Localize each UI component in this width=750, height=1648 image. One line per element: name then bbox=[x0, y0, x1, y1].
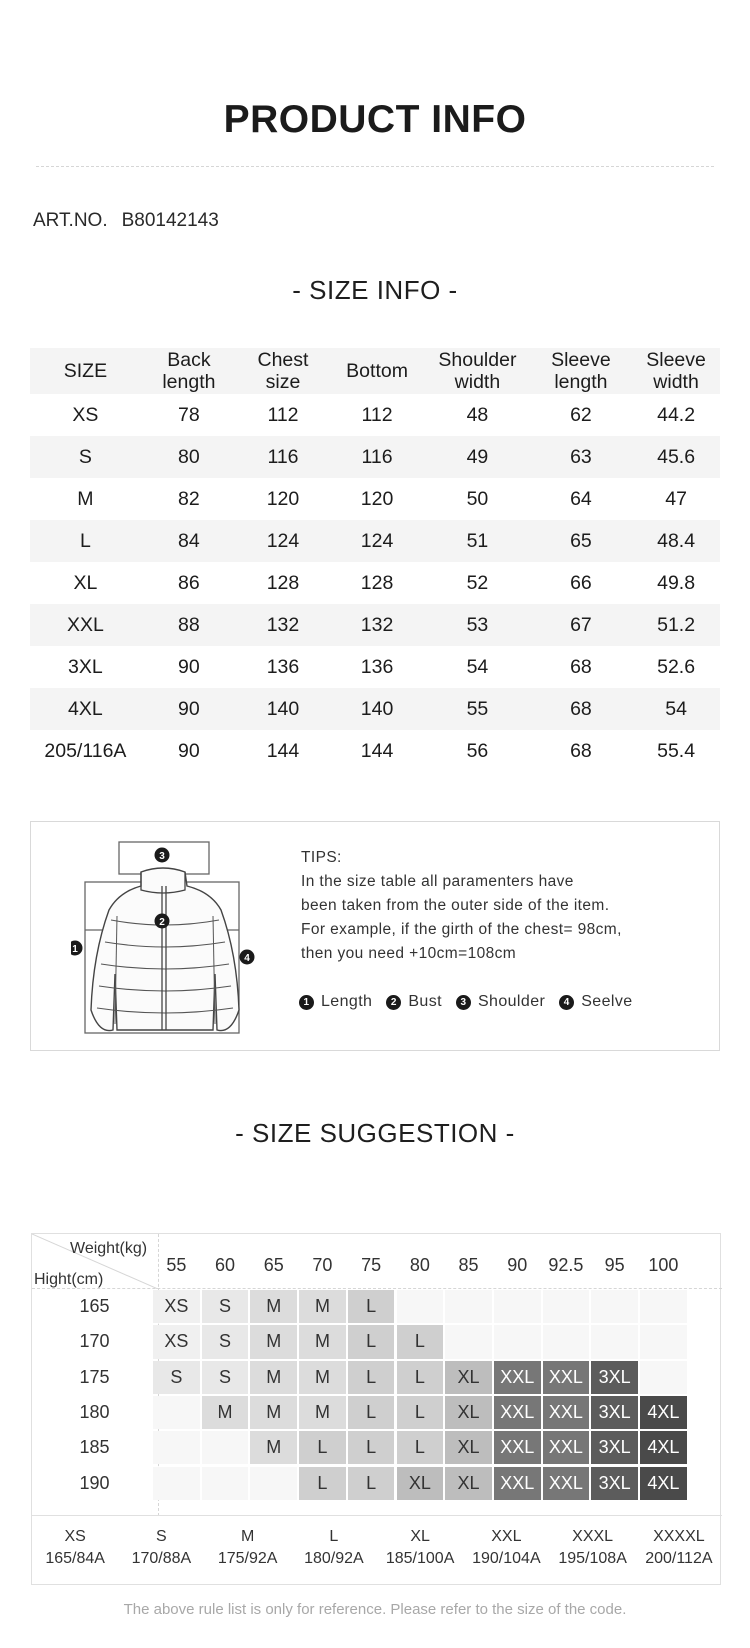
weight-header: 60 bbox=[215, 1255, 236, 1275]
table-cell: 55 bbox=[425, 688, 530, 730]
weight-header: 70 bbox=[312, 1255, 333, 1275]
suggestion-cell: XL bbox=[445, 1431, 492, 1464]
table-cell: 63 bbox=[530, 436, 632, 478]
size-code-reference bbox=[118, 1526, 204, 1570]
suggestion-cell: L bbox=[397, 1431, 444, 1464]
table-cell: 48.4 bbox=[632, 520, 720, 562]
table-cell: 53 bbox=[425, 604, 530, 646]
size-code-reference bbox=[377, 1526, 463, 1570]
marker-shoulder bbox=[155, 848, 170, 863]
suggestion-cell bbox=[591, 1290, 638, 1323]
weight-header: 90 bbox=[507, 1255, 528, 1275]
suggestion-cell: L bbox=[397, 1361, 444, 1394]
suggestion-cell: M bbox=[299, 1325, 346, 1358]
reference-code: 195/108A bbox=[558, 1550, 627, 1567]
size-table-header bbox=[30, 348, 141, 394]
size-table-header bbox=[530, 348, 632, 394]
tips-heading: TIPS: bbox=[301, 849, 342, 866]
legend-shoulder bbox=[456, 993, 545, 1011]
table-cell: 205/116A bbox=[44, 739, 127, 762]
legend-length bbox=[299, 993, 372, 1011]
reference-footnote: The above rule list is only for reference. Please refer to the size of the code. bbox=[123, 1601, 627, 1618]
table-cell: 68 bbox=[570, 655, 592, 678]
table-cell: 90 bbox=[178, 739, 200, 762]
suggestion-cell: XL bbox=[445, 1467, 492, 1500]
size-table-header bbox=[632, 348, 720, 394]
table-cell: 49 bbox=[425, 436, 530, 478]
suggestion-cell bbox=[640, 1325, 687, 1358]
table-cell: XL bbox=[73, 571, 98, 594]
table-cell: XS bbox=[72, 403, 99, 426]
table-cell: 144 bbox=[360, 739, 394, 762]
reference-separator bbox=[32, 1515, 722, 1516]
suggestion-cell bbox=[640, 1361, 687, 1394]
height-label: 175 bbox=[79, 1366, 110, 1387]
suggestion-cell: XS bbox=[153, 1325, 200, 1358]
title-divider bbox=[36, 166, 714, 167]
tips-line: In the size table all paramenters have bbox=[301, 873, 574, 890]
table-cell: S bbox=[30, 436, 141, 478]
table-cell: 4XL bbox=[30, 688, 141, 730]
suggestion-cell bbox=[543, 1290, 590, 1323]
page-title: PRODUCT INFO bbox=[223, 98, 527, 141]
legend-label: Shoulder bbox=[477, 993, 546, 1010]
size-table-header bbox=[425, 348, 530, 394]
header-line: Shoulder bbox=[438, 349, 517, 371]
suggestion-cell: 3XL bbox=[591, 1361, 638, 1394]
legend-sleeve bbox=[559, 993, 632, 1011]
suggestion-cell: M bbox=[299, 1361, 346, 1394]
article-number-label: ART.NO. bbox=[33, 210, 108, 231]
weight-header: 80 bbox=[409, 1255, 430, 1275]
suggestion-cell bbox=[494, 1325, 541, 1358]
suggestion-cell: M bbox=[250, 1431, 297, 1464]
header-line: SIZE bbox=[63, 360, 108, 382]
reference-code: 200/112A bbox=[645, 1550, 713, 1567]
table-cell: 88 bbox=[141, 604, 237, 646]
table-cell: 3XL bbox=[68, 655, 103, 678]
table-row bbox=[30, 478, 720, 520]
suggestion-cell: XXL bbox=[494, 1431, 541, 1464]
tips-text bbox=[301, 846, 622, 966]
table-cell: 67 bbox=[530, 604, 632, 646]
size-code-reference bbox=[636, 1526, 722, 1570]
size-table-header bbox=[237, 348, 329, 394]
header-line: Sleeve bbox=[646, 349, 706, 371]
suggestion-cell bbox=[494, 1290, 541, 1323]
table-cell: 82 bbox=[178, 487, 200, 510]
table-cell: 51 bbox=[425, 520, 530, 562]
suggestion-cell: XXL bbox=[543, 1361, 590, 1394]
header-line: Back bbox=[167, 349, 211, 371]
suggestion-cell bbox=[640, 1290, 687, 1323]
height-label: 170 bbox=[79, 1331, 110, 1352]
reference-size: L bbox=[329, 1528, 339, 1545]
table-cell: 49.8 bbox=[657, 571, 696, 594]
suggestion-cell bbox=[153, 1467, 200, 1500]
weight-header: 100 bbox=[648, 1255, 679, 1275]
table-row bbox=[30, 436, 720, 478]
weight-header: 55 bbox=[166, 1255, 187, 1275]
height-label: 165 bbox=[79, 1296, 110, 1316]
suggestion-cell: L bbox=[397, 1325, 444, 1358]
suggestion-cell: XL bbox=[397, 1467, 444, 1500]
weight-header: 75 bbox=[361, 1255, 382, 1275]
header-line: Sleeve bbox=[551, 349, 611, 371]
suggestion-cell: L bbox=[397, 1396, 444, 1429]
table-cell: M bbox=[77, 487, 94, 510]
suggestion-cell: XXL bbox=[543, 1431, 590, 1464]
suggestion-cell: L bbox=[348, 1325, 395, 1358]
table-cell: 55.4 bbox=[657, 739, 696, 762]
suggestion-cell: XXL bbox=[494, 1467, 541, 1500]
table-cell: 90 bbox=[178, 655, 200, 678]
suggestion-cell: XL bbox=[445, 1361, 492, 1394]
suggestion-cell: M bbox=[250, 1325, 297, 1358]
table-row bbox=[30, 520, 720, 562]
table-cell: 52 bbox=[466, 571, 489, 594]
table-row bbox=[30, 604, 720, 646]
table-cell: 112 bbox=[361, 403, 393, 426]
suggestion-cell: L bbox=[348, 1467, 395, 1500]
suggestion-cell bbox=[445, 1290, 492, 1323]
table-cell: 116 bbox=[237, 436, 329, 478]
legend-label: Length bbox=[321, 993, 373, 1010]
suggestion-cell: L bbox=[348, 1431, 395, 1464]
table-row bbox=[30, 394, 720, 436]
marker-length-label: 1 bbox=[72, 944, 78, 955]
suggestion-cell bbox=[153, 1431, 200, 1464]
height-label: 190 bbox=[79, 1472, 110, 1493]
header-line: Chest bbox=[257, 349, 309, 371]
table-cell: 124 bbox=[237, 520, 329, 562]
suggestion-cell: M bbox=[250, 1290, 297, 1323]
header-line: length bbox=[162, 371, 216, 393]
suggestion-cell: M bbox=[299, 1290, 346, 1323]
table-cell: 66 bbox=[570, 571, 592, 594]
table-cell: 51.2 bbox=[632, 604, 720, 646]
suggestion-cell: M bbox=[250, 1361, 297, 1394]
suggestion-cell: XXL bbox=[543, 1396, 590, 1429]
table-cell: 45.6 bbox=[632, 436, 720, 478]
marker-bust-label: 2 bbox=[159, 917, 165, 928]
height-axis-label: Hight(cm) bbox=[34, 1271, 104, 1288]
reference-size: XXXXL bbox=[653, 1528, 705, 1545]
size-suggestion-title: - SIZE SUGGESTION - bbox=[235, 1118, 515, 1148]
reference-code: 190/104A bbox=[472, 1550, 541, 1567]
table-cell: 116 bbox=[329, 436, 425, 478]
suggestion-cell: M bbox=[250, 1396, 297, 1429]
suggestion-cell bbox=[202, 1467, 249, 1500]
size-code-reference bbox=[291, 1526, 377, 1570]
article-number-value: B80142143 bbox=[121, 210, 219, 231]
reference-size: S bbox=[156, 1528, 167, 1545]
suggestion-cell: 4XL bbox=[640, 1467, 687, 1500]
table-cell: 136 bbox=[266, 655, 300, 678]
weight-header: 65 bbox=[263, 1255, 284, 1275]
suggestion-cell bbox=[591, 1325, 638, 1358]
reference-code: 170/88A bbox=[131, 1550, 192, 1567]
suggestion-cell: 3XL bbox=[591, 1431, 638, 1464]
suggestion-cell bbox=[202, 1431, 249, 1464]
table-cell: 78 bbox=[178, 403, 200, 426]
legend-number: 4 bbox=[559, 995, 574, 1010]
size-info-title: - SIZE INFO - bbox=[292, 275, 458, 305]
table-cell: 144 bbox=[266, 739, 300, 762]
size-code-reference bbox=[32, 1526, 118, 1570]
table-cell: 65 bbox=[530, 520, 632, 562]
marker-shoulder-label: 3 bbox=[159, 851, 165, 862]
legend-label: Seelve bbox=[581, 993, 633, 1010]
table-cell: 140 bbox=[237, 688, 329, 730]
table-cell: 48 bbox=[466, 403, 489, 426]
tips-line: been taken from the outer side of the item. bbox=[301, 897, 610, 914]
table-cell: 132 bbox=[237, 604, 329, 646]
legend-number: 1 bbox=[299, 995, 314, 1010]
suggestion-cell: 3XL bbox=[591, 1396, 638, 1429]
table-row bbox=[30, 562, 720, 604]
table-cell: 47 bbox=[665, 487, 687, 510]
table-cell: 140 bbox=[329, 688, 425, 730]
suggestion-cell: L bbox=[299, 1431, 346, 1464]
table-cell: 52.6 bbox=[657, 655, 696, 678]
suggestion-cell bbox=[250, 1467, 297, 1500]
weight-header: 95 bbox=[604, 1255, 625, 1275]
table-cell: 136 bbox=[360, 655, 394, 678]
tips-box bbox=[30, 821, 720, 1051]
marker-sleeve-label: 4 bbox=[244, 953, 250, 964]
size-code-reference bbox=[205, 1526, 291, 1570]
suggestion-cell: L bbox=[348, 1361, 395, 1394]
table-cell: 128 bbox=[360, 571, 394, 594]
table-row bbox=[30, 730, 720, 772]
table-row bbox=[30, 646, 720, 688]
suggestion-cell: 4XL bbox=[640, 1396, 687, 1429]
size-code-reference bbox=[550, 1526, 636, 1570]
table-cell: 54 bbox=[466, 655, 489, 678]
size-table-header bbox=[141, 348, 237, 394]
suggestion-cell: L bbox=[299, 1467, 346, 1500]
suggestion-cell: XXL bbox=[494, 1396, 541, 1429]
suggestion-cell: 4XL bbox=[640, 1431, 687, 1464]
header-line: size bbox=[265, 371, 301, 393]
size-suggestion-table bbox=[31, 1233, 721, 1585]
legend-label: Bust bbox=[408, 993, 442, 1010]
suggestion-cell bbox=[397, 1290, 444, 1323]
tips-line: For example, if the girth of the chest= 98cm, bbox=[301, 921, 622, 938]
measurement-legend bbox=[299, 993, 647, 1011]
table-cell: 120 bbox=[266, 487, 300, 510]
table-cell: 128 bbox=[266, 571, 300, 594]
reference-code: 165/84A bbox=[45, 1550, 105, 1567]
weight-header: 85 bbox=[458, 1255, 479, 1275]
suggestion-cell: XXL bbox=[543, 1467, 590, 1500]
suggestion-cell: XXL bbox=[494, 1361, 541, 1394]
suggestion-cell: S bbox=[153, 1361, 200, 1394]
table-cell: 68 bbox=[530, 688, 632, 730]
reference-code: 185/100A bbox=[385, 1550, 455, 1567]
header-line: width bbox=[454, 371, 501, 393]
suggestion-cell: XL bbox=[445, 1396, 492, 1429]
suggestion-cell: S bbox=[202, 1325, 249, 1358]
marker-sleeve bbox=[240, 950, 255, 965]
weight-axis-label: Weight(kg) bbox=[70, 1240, 148, 1257]
suggestion-cell: L bbox=[348, 1290, 395, 1323]
table-cell: 64 bbox=[570, 487, 592, 510]
legend-number: 2 bbox=[386, 995, 401, 1010]
size-code-reference bbox=[463, 1526, 549, 1570]
suggestion-cell: S bbox=[202, 1361, 249, 1394]
table-cell: 132 bbox=[329, 604, 425, 646]
table-cell: 84 bbox=[141, 520, 237, 562]
table-row bbox=[30, 688, 720, 730]
suggestion-cell: M bbox=[299, 1396, 346, 1429]
reference-code: 180/92A bbox=[304, 1550, 364, 1567]
height-label: 185 bbox=[79, 1437, 110, 1458]
suggestion-cell: L bbox=[348, 1396, 395, 1429]
marker-bust bbox=[155, 914, 170, 929]
tips-line: then you need +10cm=108cm bbox=[301, 945, 517, 962]
reference-size: XXXL bbox=[572, 1528, 614, 1545]
suggestion-cell: S bbox=[202, 1290, 249, 1323]
table-cell: 112 bbox=[267, 403, 299, 426]
table-cell: 50 bbox=[466, 487, 489, 510]
table-cell: 68 bbox=[570, 739, 592, 762]
reference-size: XL bbox=[410, 1528, 430, 1545]
suggestion-cell bbox=[445, 1325, 492, 1358]
jacket-diagram bbox=[71, 834, 271, 1040]
legend-number: 3 bbox=[456, 995, 471, 1010]
header-line: length bbox=[554, 371, 608, 393]
weight-header: 92.5 bbox=[548, 1255, 584, 1275]
reference-size: XS bbox=[64, 1528, 86, 1545]
size-info-table bbox=[30, 348, 720, 772]
reference-code: 175/92A bbox=[217, 1550, 278, 1567]
table-cell: 90 bbox=[141, 688, 237, 730]
suggestion-cell: XS bbox=[153, 1290, 200, 1323]
suggestion-cell bbox=[543, 1325, 590, 1358]
table-cell: 86 bbox=[178, 571, 200, 594]
table-cell: 44.2 bbox=[657, 403, 696, 426]
table-cell: 124 bbox=[329, 520, 425, 562]
table-cell: 54 bbox=[632, 688, 720, 730]
size-table-header bbox=[329, 348, 425, 394]
reference-size: M bbox=[240, 1528, 255, 1545]
header-line: width bbox=[653, 371, 699, 393]
height-label: 180 bbox=[79, 1401, 110, 1422]
marker-length bbox=[71, 941, 83, 956]
article-number bbox=[33, 210, 219, 232]
table-cell: 62 bbox=[570, 403, 592, 426]
table-cell: XXL bbox=[30, 604, 141, 646]
table-cell: 80 bbox=[141, 436, 237, 478]
legend-bust bbox=[386, 993, 442, 1011]
table-cell: 56 bbox=[466, 739, 489, 762]
header-line: Bottom bbox=[346, 360, 408, 382]
suggestion-cell: 3XL bbox=[591, 1467, 638, 1500]
suggestion-cell bbox=[153, 1396, 200, 1429]
suggestion-cell: M bbox=[202, 1396, 249, 1429]
reference-size: XXL bbox=[491, 1528, 522, 1545]
table-cell: L bbox=[30, 520, 141, 562]
table-cell: 120 bbox=[360, 487, 394, 510]
